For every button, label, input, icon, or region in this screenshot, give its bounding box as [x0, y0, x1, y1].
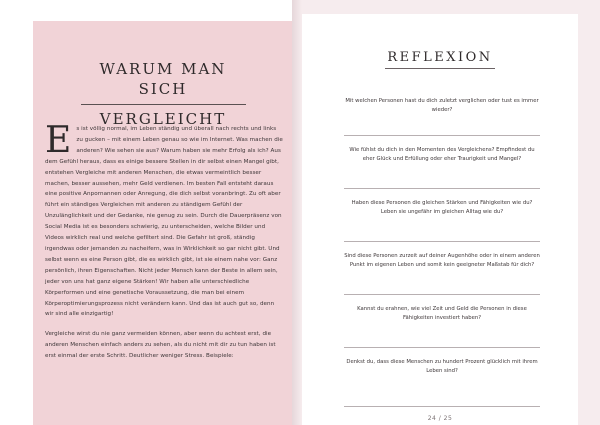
question-block: [344, 189, 540, 242]
page-number: 24 / 25: [427, 415, 453, 422]
question-block: [344, 242, 540, 295]
body-paragraph-2: [45, 329, 283, 362]
body-paragraph-1: [45, 120, 283, 320]
pink-text-panel: [33, 21, 293, 425]
question-block: [344, 348, 540, 407]
left-page-title: [33, 59, 293, 129]
left-title-line-2: VERGLEICHT: [99, 109, 227, 128]
paragraph-2-text: Vergleiche wirst du nie ganz vermeiden können, aber wenn du achtest erst, die anderen Menschen einfach anders zu sehen, als du nicht mit dir zu tun haben ist erst einmal der erste Schritt. Deutlicher weniger Stress. Beispiele:: [45, 331, 276, 360]
body-text: [45, 120, 283, 371]
question-text: Haben diese Personen die gleichen Stärken und Fähigkeiten wie du? Leben sie ungefähr im gleichen Alltag wie du?: [351, 200, 533, 215]
left-page: [0, 0, 292, 425]
question-block: [344, 87, 540, 136]
question-block: [344, 136, 540, 189]
question-text: Mit welchen Personen hast du dich zuletzt verglichen oder tust es immer wieder?: [345, 98, 539, 113]
right-page: [302, 0, 600, 425]
reflection-card: [302, 14, 578, 425]
drop-cap: E: [45, 120, 72, 161]
left-title-line-1: WARUM MAN SICH: [81, 59, 246, 105]
question-block: [344, 295, 540, 348]
reflection-title: [302, 50, 578, 69]
question-text: Kannst du erahnen, wie viel Zeit und Geld die Personen in diese Fähigkeiten investiert haben?: [357, 306, 527, 321]
book-gutter: [292, 0, 302, 425]
question-text: Sind diese Personen zurzeit auf deiner Augenhöhe oder in einem anderen Punkt im eigenen Leben und somit kein geeigneter Maßstab für dich?: [344, 253, 540, 268]
paragraph-1-text: s ist völlig normal, im Leben ständig und überall nach rechts und links zu gucken – mit einem Leben genau so wie im Internet. Was machen die anderen? Wie sehen sie aus? Warum haben sie mehr Erfolg als ich? Aus dem Gefühl heraus, dass es einige bessere Stellen in dir selbst einen Mangel gibt, entstehen Vergleiche mit anderen Menschen, die etwas vermeintlich besser machen, besser aussehen, mehr Geld verdienen. Im besten Fall entsteht daraus eine positive Anpornannen oder Anregung, die dich selbst voranbringt. Zu oft aber führt ein ständiges Vergleichen mit anderen zu ständigem Gefühl der Unzulänglichkeit und der Gedanke, nie genug zu sein. Durch die Dauerpräsenz von Social Media ist es besonders schwierig, zu unterscheiden, welche Bilder und Videos wirklich real und welche gefiltert sind. Die Gefahr ist groß, ständig irgendwas oder jemanden zu nacheifern, was in Wirklichkeit so gar nicht gibt. Und selbst wenn es eine Person gibt, die es wirklich gibt, ist sie einem nahe vor: Ganz persönlich, ihren Eigenschaften. Nicht jeder Mensch kann der Beste in allem sein, jeder von uns hat ganz eigene Stärken! Wir haben alle unterschiedliche Körperformen und eine genetische Voraussetzung, die man bei einem Körperoptimierungsprozess nicht verändern kann. Und das ist auch gut so, denn wir sind alle einzigartig!: [45, 126, 283, 318]
question-list: [344, 87, 540, 407]
question-text: Wie fühlst du dich in den Momenten des Vergleichens? Empfindest du eher Glück und Erfüllung oder eher Traurigkeit und Mangel?: [349, 147, 535, 162]
question-text: Denkst du, dass diese Menschen zu hundert Prozent glücklich mit ihrem Leben sind?: [346, 359, 538, 374]
reflection-title-text: REFLEXION: [385, 50, 494, 69]
